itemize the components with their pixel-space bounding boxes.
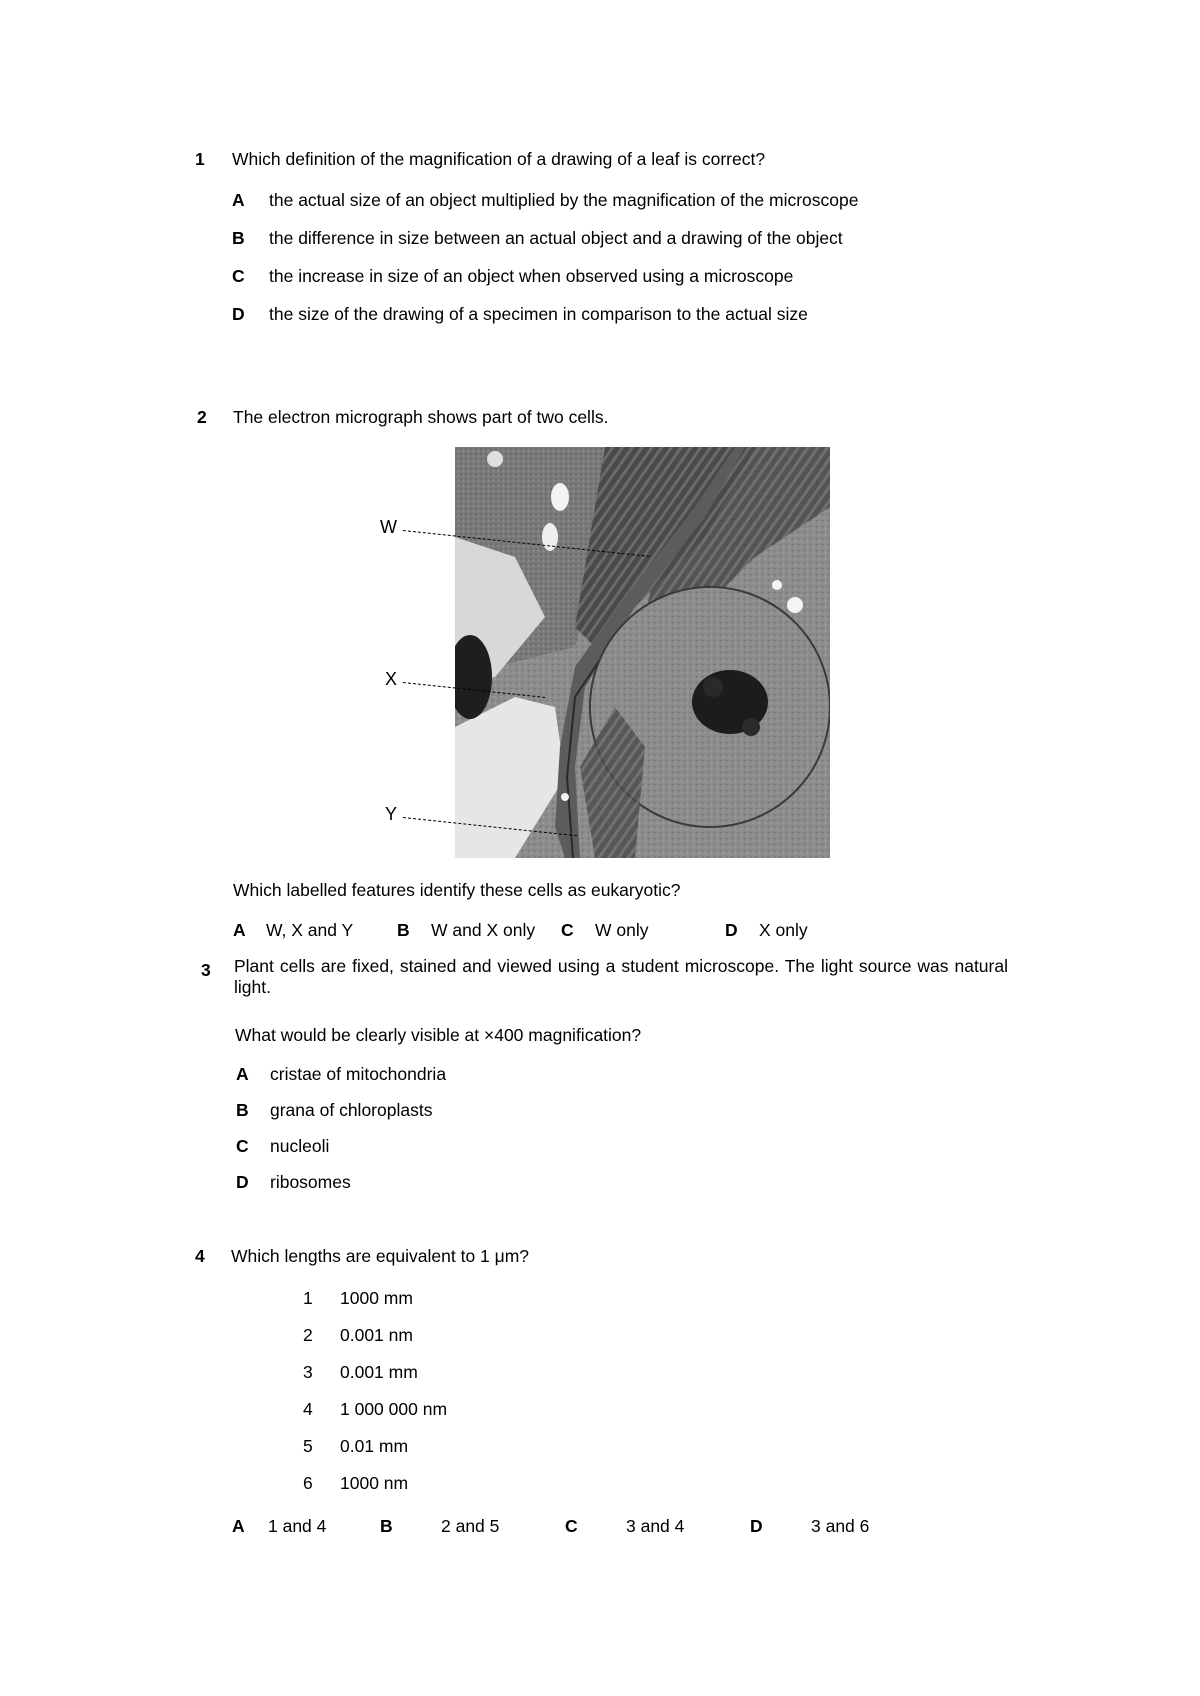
- option-letter: D: [750, 1516, 763, 1536]
- question-stem: Which definition of the magnification of a drawing of a leaf is correct?: [232, 149, 766, 169]
- option-text: W only: [595, 920, 649, 940]
- option-letter: A: [232, 190, 245, 210]
- option-text: 2 and 5: [441, 1516, 500, 1536]
- label-y: Y: [385, 804, 398, 824]
- option-text: 1 and 4: [268, 1516, 327, 1536]
- item-text: 0.001 nm: [340, 1325, 413, 1345]
- question-text: What would be clearly visible at ×400 magnification?: [235, 1025, 642, 1045]
- item-text: 1 000 000 nm: [340, 1399, 448, 1419]
- option-text: 3 and 6: [811, 1516, 870, 1536]
- question-text: Which labelled features identify these cells as eukaryotic?: [233, 880, 681, 900]
- item-text: 0.01 mm: [340, 1436, 409, 1456]
- option-letter: C: [565, 1516, 578, 1536]
- option-letter: C: [561, 920, 574, 940]
- item-text: 1000 mm: [340, 1288, 413, 1308]
- option-text: W, X and Y: [266, 920, 354, 940]
- option-letter: D: [232, 304, 245, 324]
- option-letter: D: [725, 920, 738, 940]
- question-number: 3: [201, 960, 211, 980]
- item-number: 1: [303, 1288, 313, 1308]
- option-letter: B: [380, 1516, 393, 1536]
- option-text: the size of the drawing of a specimen in comparison to the actual size: [269, 304, 808, 324]
- item-number: 4: [303, 1399, 313, 1419]
- question-number: 1: [195, 149, 205, 169]
- option-text: ribosomes: [270, 1172, 351, 1192]
- option-letter: A: [232, 1516, 245, 1536]
- label-x: X: [385, 669, 398, 689]
- item-number: 6: [303, 1473, 313, 1493]
- option-letter: B: [397, 920, 410, 940]
- option-text: W and X only: [431, 920, 536, 940]
- item-number: 5: [303, 1436, 313, 1456]
- question-number: 2: [197, 407, 207, 427]
- option-text: X only: [759, 920, 808, 940]
- option-text: the increase in size of an object when observed using a microscope: [269, 266, 794, 286]
- option-letter: C: [236, 1136, 249, 1156]
- option-letter: A: [233, 920, 246, 940]
- option-text: cristae of mitochondria: [270, 1064, 447, 1084]
- option-letter: C: [232, 266, 245, 286]
- question-stem: The electron micrograph shows part of two cells.: [233, 407, 609, 427]
- electron-micrograph-image: [455, 447, 830, 858]
- option-letter: B: [232, 228, 245, 248]
- label-w: W: [380, 517, 397, 537]
- option-letter: D: [236, 1172, 249, 1192]
- option-text: the actual size of an object multiplied by the magnification of the microscope: [269, 190, 859, 210]
- item-number: 2: [303, 1325, 313, 1345]
- item-text: 1000 nm: [340, 1473, 409, 1493]
- option-letter: A: [236, 1064, 249, 1084]
- item-number: 3: [303, 1362, 313, 1382]
- option-text: nucleoli: [270, 1136, 330, 1156]
- option-text: the difference in size between an actual object and a drawing of the object: [269, 228, 843, 248]
- question-stem: Plant cells are fixed, stained and viewed using a student microscope. The light source was natural light.: [234, 956, 1008, 997]
- option-text: 3 and 4: [626, 1516, 685, 1536]
- item-text: 0.001 mm: [340, 1362, 418, 1382]
- option-letter: B: [236, 1100, 249, 1120]
- question-number: 4: [195, 1246, 205, 1266]
- question-stem: Which lengths are equivalent to 1 μm?: [231, 1246, 530, 1266]
- option-text: grana of chloroplasts: [270, 1100, 433, 1120]
